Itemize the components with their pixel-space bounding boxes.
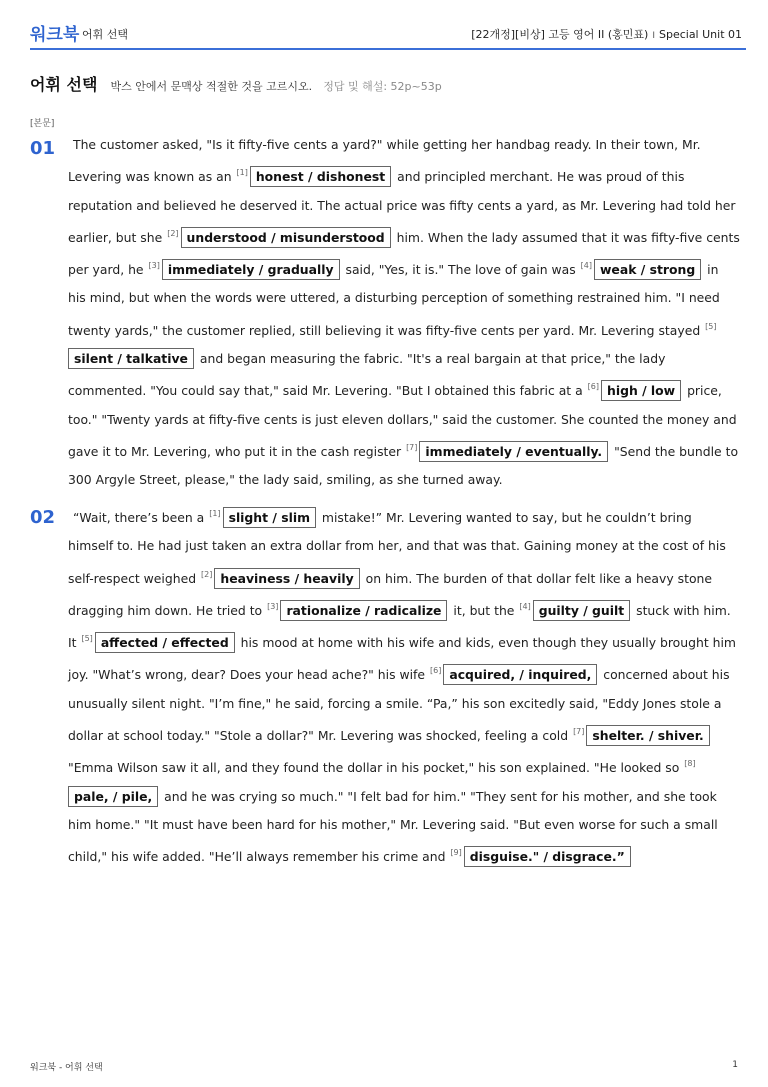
text-segment: price, too." "Twenty yards at fifty-five cents is just eleven dollars," said the customer. She counted the money and gave it to Mr. Levering, who put it in the cash register (68, 383, 737, 459)
blank-number: [4] (580, 261, 592, 271)
blank-number: [3] (148, 261, 160, 271)
choice-box[interactable]: guilty / guilt (533, 600, 630, 621)
blank-number: [3] (267, 601, 279, 611)
choice-box[interactable]: acquired, / inquired, (443, 664, 597, 685)
text-segment: The customer asked, "Is it fifty-five cents a yard?" while getting her handbag ready. In their town, Mr. Levering was known as an (68, 137, 701, 185)
text-segment: said, "Yes, it is." The love of gain was (341, 262, 576, 278)
choice-box[interactable]: immediately / gradually (162, 259, 340, 280)
text-segment: "Send the bundle to 300 Argyle Street, please," the lady said, smiling, as she turned away. (68, 443, 739, 488)
book-title: [22개정][비상] 고등 영어 II (홍민표) (471, 28, 649, 41)
brand-subtitle: 어휘 선택 (82, 28, 129, 41)
passage-text (68, 500, 740, 872)
choice-box[interactable]: shelter. / shiver. (586, 725, 709, 746)
text-segment: "Emma Wilson saw it all, and they found the dollar in his pocket," his son explained. "He looked so (68, 760, 680, 776)
text-segment: and began measuring the fabric. "It's a real bargain at that price," the lady commented. "You could say that," said Mr. Levering. "But I obtained this fabric at a (68, 351, 666, 399)
blank-number: [8] (684, 759, 696, 769)
text-segment: in his mind, but when the words were uttered, a disturbing perception of something restrained him. "I need twenty yards," the customer replied, still believing it was fifty-five cents per yard. Mr. Levering stayed (68, 262, 720, 338)
passage-number: 02 (30, 507, 56, 528)
choice-box[interactable]: heaviness / heavily (214, 568, 359, 589)
choice-box[interactable]: disguise." / disgrace.” (464, 846, 631, 867)
text-segment: and principled merchant. He was proud of this reputation and believed he deserved it. The actual price was fifty cents a yard, as Mr. Levering had told her earlier, but she (68, 169, 736, 245)
brand-logo: 워크북 (30, 25, 80, 45)
text-segment: mistake!” Mr. Levering wanted to say, but he couldn’t bring himself to. He had just taken an extra dollar from her, and that was that. Gaining money at the cost of his self-respect weighed (68, 510, 726, 586)
unit-label: Special Unit 01 (658, 28, 742, 41)
blank-number: [5] (81, 634, 93, 644)
blank-number: [6] (587, 382, 599, 392)
blank-number: [7] (406, 442, 418, 452)
page-title: 어휘 선택 (30, 75, 98, 94)
blank-number: [4] (519, 601, 531, 611)
choice-box[interactable]: high / low (601, 380, 681, 401)
choice-box[interactable]: rationalize / radicalize (280, 600, 447, 621)
choice-box[interactable]: slight / slim (223, 507, 316, 528)
choice-box[interactable]: understood / misunderstood (181, 227, 391, 248)
blank-number: [1] (236, 168, 248, 178)
passage-text (68, 131, 740, 495)
text-segment: stuck with him. It (68, 602, 731, 651)
header-separator: I (652, 31, 655, 41)
choice-box[interactable]: affected / effected (95, 632, 235, 653)
footer-label: 워크북 - 어휘 선택 (30, 1063, 103, 1073)
text-segment: his mood at home with his wife and kids, even though they usually brought him joy. "What’s wrong, dear? Does your head ache?" his wife (68, 635, 736, 683)
text-segment: and he was crying so much." "I felt bad for him." "They sent for his mother, and she took him home." "It must have been hard for his mother," Mr. Levering said. "But even worse for such a small child," his wife added. "He’ll always remember his crime and (68, 788, 718, 865)
choice-box[interactable]: silent / talkative (68, 348, 194, 369)
page-header (30, 20, 746, 50)
choice-box[interactable]: immediately / eventually. (419, 441, 608, 462)
blank-number: [6] (430, 666, 442, 676)
blank-number: [5] (705, 321, 717, 331)
book-info (471, 26, 742, 42)
choice-box[interactable]: pale, / pile, (68, 786, 158, 807)
blank-number: [7] (573, 727, 585, 737)
passage-number: 01 (30, 138, 56, 159)
blank-number: [2] (201, 569, 213, 579)
choice-box[interactable]: honest / dishonest (250, 166, 391, 187)
answer-reference: 정답 및 해설: 52p~53p (323, 80, 442, 93)
blank-number: [9] (450, 848, 462, 858)
blank-number: [1] (209, 509, 221, 518)
instruction-text: 박스 안에서 문맥상 적절한 것을 고르시오. (110, 80, 313, 93)
text-segment: it, but the (449, 602, 515, 618)
text-segment: on him. The burden of that dollar felt like a heavy stone dragging him down. He tried to (68, 570, 713, 618)
page-number: 1 (732, 1060, 738, 1070)
section-tag: [본문] (30, 119, 55, 129)
text-segment: him. When the lady assumed that it was fifty-five cents per yard, he (68, 229, 740, 278)
blank-number: [2] (167, 228, 179, 238)
text-segment: “Wait, there’s been a (73, 510, 205, 525)
text-segment: concerned about his unusually silent night. "I’m fine," he said, forcing a smile. “Pa,” his son excitedly said, "Eddy Jones stole a dollar at school today." "Stole a dollar?" Mr. Levering was shocked, feeling a cold (68, 667, 730, 744)
title-row (30, 72, 746, 95)
choice-box[interactable]: weak / strong (594, 259, 701, 280)
